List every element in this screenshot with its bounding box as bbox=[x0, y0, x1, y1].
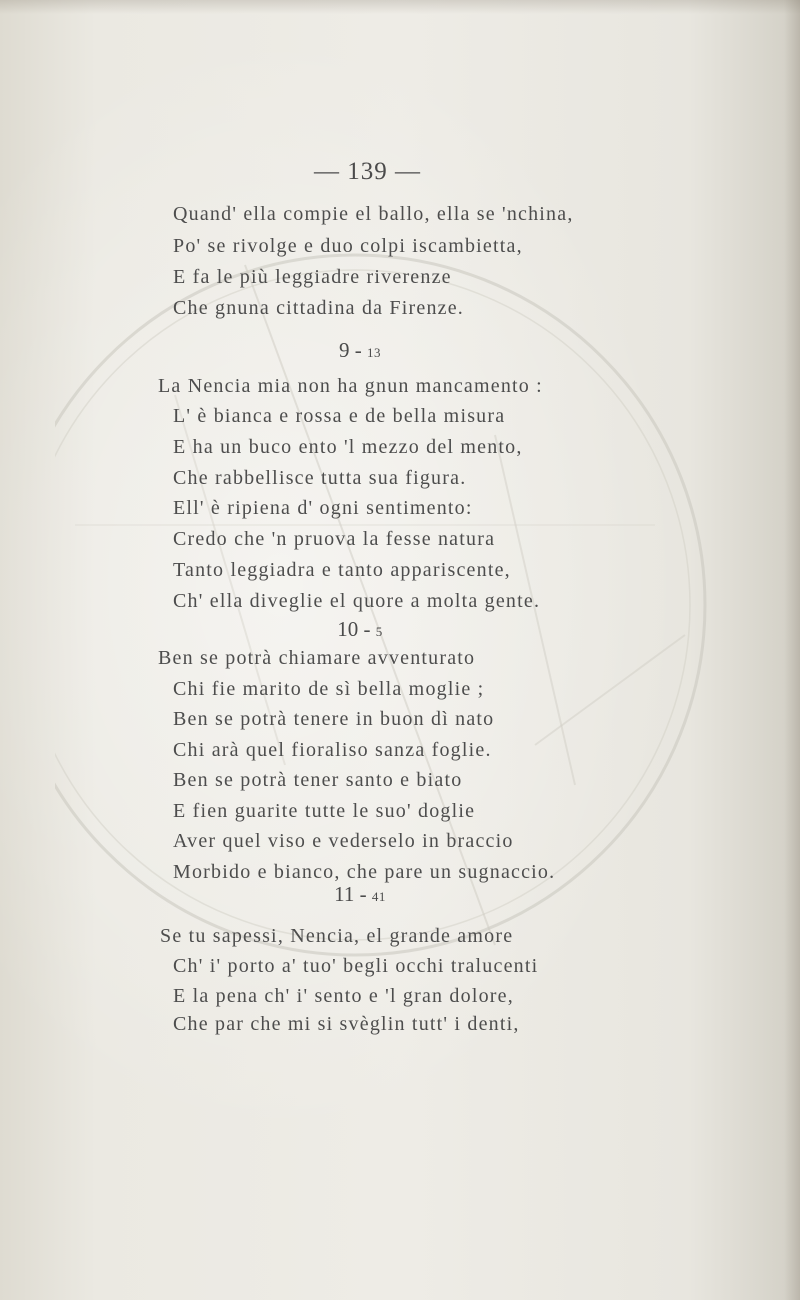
stanza-number-main: 9 - bbox=[339, 338, 362, 362]
verse-line: Tanto leggiadra e tanto appariscente, bbox=[173, 559, 511, 581]
verse-line: Chi arà quel fioraliso sanza foglie. bbox=[173, 739, 492, 761]
verse-line: E la pena ch' i' sento e 'l gran dolore, bbox=[173, 985, 514, 1007]
verse-line: E fa le più leggiadre riverenze bbox=[173, 266, 452, 288]
stanza-number bbox=[0, 338, 720, 363]
verse-line: Credo che 'n pruova la fesse natura bbox=[173, 528, 496, 550]
verse-line: Quand' ella compie el ballo, ella se 'nchina, bbox=[173, 203, 574, 225]
verse-line: Che gnuna cittadina da Firenze. bbox=[173, 297, 464, 319]
verse-line: Ben se potrà chiamare avventurato bbox=[158, 647, 476, 669]
stanza-number-main: 11 - bbox=[334, 882, 367, 906]
verse-line: Aver quel viso e vederselo in braccio bbox=[173, 830, 514, 852]
verse-line: Chi fie marito de sì bella moglie ; bbox=[173, 678, 485, 700]
page-edge-shadow-top bbox=[0, 0, 800, 14]
stanza-number bbox=[0, 882, 720, 907]
verse-line: E ha un buco ento 'l mezzo del mento, bbox=[173, 436, 523, 458]
verse-line: Po' se rivolge e duo colpi iscambietta, bbox=[173, 235, 523, 257]
verse-line: Ben se potrà tener santo e biato bbox=[173, 769, 463, 791]
verse-line: La Nencia mia non ha gnun mancamento : bbox=[158, 375, 543, 397]
stanza-number-small: 13 bbox=[367, 345, 381, 360]
verse-line: Che rabbellisce tutta sua figura. bbox=[173, 467, 467, 489]
stanza-number-small: 5 bbox=[375, 624, 383, 639]
page-number: — 139 — bbox=[314, 158, 421, 185]
verse-line: Morbido e bianco, che pare un sugnaccio. bbox=[173, 861, 556, 883]
stanza-number bbox=[0, 617, 720, 642]
verse-line: E fien guarite tutte le suo' doglie bbox=[173, 800, 476, 822]
verse-line: L' è bianca e rossa e de bella misura bbox=[173, 405, 506, 427]
verse-line: Ch' ella diveglie el quore a molta gente. bbox=[173, 590, 541, 612]
stanza-number-main: 10 - bbox=[337, 617, 371, 641]
verse-line: Se tu sapessi, Nencia, el grande amore bbox=[160, 925, 514, 947]
verse-line: Ch' i' porto a' tuo' begli occhi tralucenti bbox=[173, 955, 539, 977]
verse-line: Ell' è ripiena d' ogni sentimento: bbox=[173, 497, 473, 519]
stanza-number-small: 41 bbox=[371, 889, 386, 904]
verse-line: Che par che mi si svèglin tutt' i denti, bbox=[173, 1013, 520, 1035]
verse-line: Ben se potrà tenere in buon dì nato bbox=[173, 708, 495, 730]
